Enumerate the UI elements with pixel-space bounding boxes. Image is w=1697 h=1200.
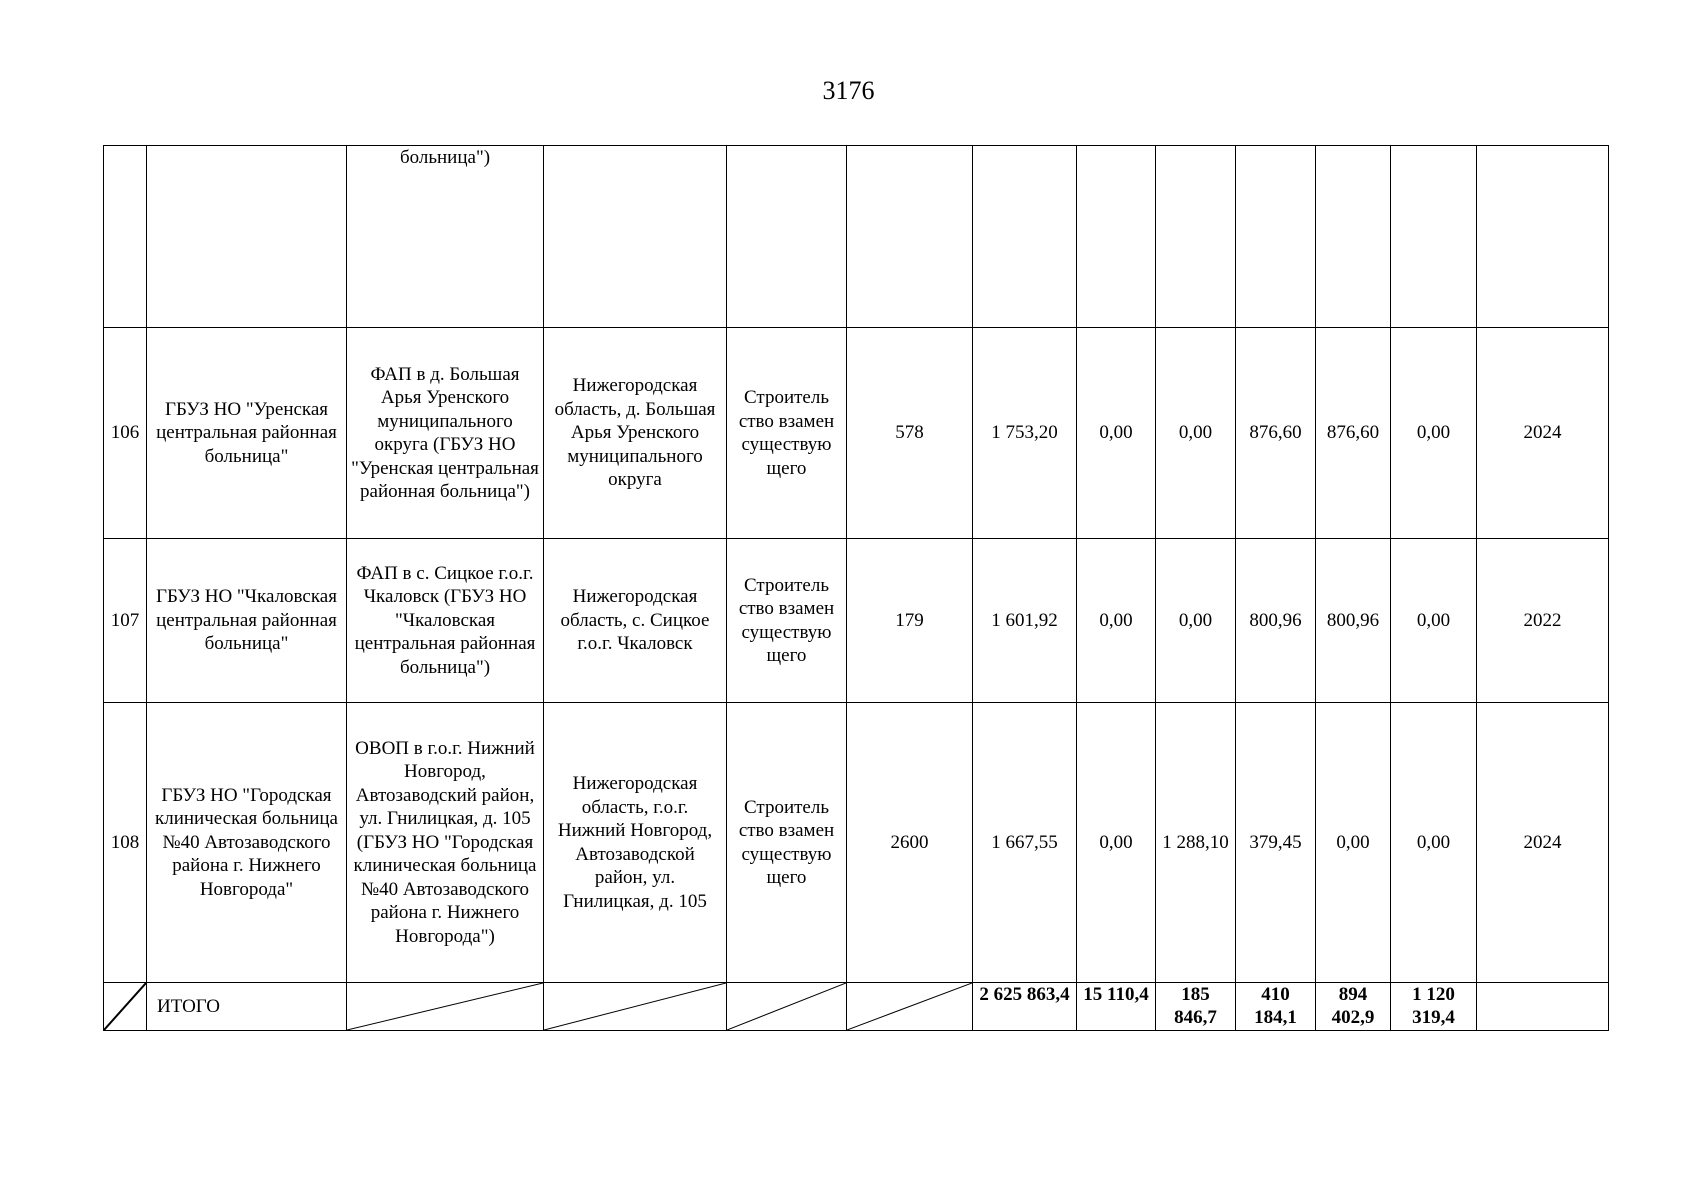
work-type-cell: Строитель ство взамен существую щего [727, 328, 847, 539]
diagonal-cell [104, 983, 147, 1031]
row-number: 106 [104, 328, 147, 539]
diagonal-cell [544, 983, 727, 1031]
total-row [104, 983, 1609, 1031]
diagonal-line [347, 983, 543, 1030]
year-sum [1477, 983, 1609, 1031]
total-cost-cell: 1 667,55 [973, 703, 1077, 983]
year-cell: 2024 [1477, 703, 1609, 983]
diagonal-cell [727, 983, 847, 1031]
capacity-cell [847, 146, 973, 328]
value-cell: 0,00 [1156, 539, 1236, 703]
value-cell: 0,00 [1391, 539, 1477, 703]
value-cell: 0,00 [1391, 703, 1477, 983]
table-row [104, 146, 1609, 328]
year-cell: 2022 [1477, 539, 1609, 703]
value-cell [1391, 146, 1477, 328]
capacity-cell: 179 [847, 539, 973, 703]
work-type-cell [727, 146, 847, 328]
value-cell: 0,00 [1077, 539, 1156, 703]
table-row [104, 703, 1609, 983]
value-cell: 379,45 [1236, 703, 1316, 983]
value-sum: 15 110,4 [1077, 983, 1156, 1031]
total-label: ИТОГО [147, 983, 347, 1031]
value-cell: 0,00 [1391, 328, 1477, 539]
diagonal-line [727, 983, 846, 1030]
diagonal-line [104, 983, 146, 1030]
value-cell: 0,00 [1156, 328, 1236, 539]
value-cell: 800,96 [1236, 539, 1316, 703]
value-cell: 876,60 [1316, 328, 1391, 539]
value-cell: 876,60 [1236, 328, 1316, 539]
organization-cell: ГБУЗ НО "Городская клиническая больница №40 Автозаводского района г. Нижнего Новгорода" [147, 703, 347, 983]
object-cell: ФАП в д. Большая Арья Уренского муниципального округа (ГБУЗ НО "Уренская центральная районная больница") [347, 328, 544, 539]
row-number: 107 [104, 539, 147, 703]
diagonal-line [544, 983, 726, 1030]
object-cell: ФАП в с. Сицкое г.о.г. Чкаловск (ГБУЗ НО "Чкаловская центральная районная больница") [347, 539, 544, 703]
value-cell: 0,00 [1077, 328, 1156, 539]
value-sum: 894 402,9 [1316, 983, 1391, 1031]
value-cell [1316, 146, 1391, 328]
total-cost-sum: 2 625 863,4 [973, 983, 1077, 1031]
work-type-cell: Строитель ство взамен существую щего [727, 703, 847, 983]
total-cost-cell [973, 146, 1077, 328]
year-cell: 2024 [1477, 328, 1609, 539]
value-cell [1156, 146, 1236, 328]
value-cell: 0,00 [1316, 703, 1391, 983]
total-cost-cell: 1 601,92 [973, 539, 1077, 703]
table-row [104, 539, 1609, 703]
investment-table [103, 145, 1609, 1031]
table-row [104, 328, 1609, 539]
capacity-cell: 2600 [847, 703, 973, 983]
object-cell: ОВОП в г.о.г. Нижний Новгород, Автозаводский район, ул. Гнилицкая, д. 105 (ГБУЗ НО "Городская клиническая больница №40 Автозаводского района г. Нижнего Новгорода") [347, 703, 544, 983]
address-cell: Нижегородская область, д. Большая Арья Уренского муниципального округа [544, 328, 727, 539]
diagonal-line [847, 983, 972, 1030]
total-cost-cell: 1 753,20 [973, 328, 1077, 539]
value-cell: 800,96 [1316, 539, 1391, 703]
row-number: 108 [104, 703, 147, 983]
organization-cell: ГБУЗ НО "Уренская центральная районная больница" [147, 328, 347, 539]
value-sum: 185 846,7 [1156, 983, 1236, 1031]
diagonal-cell [347, 983, 544, 1031]
value-sum: 410 184,1 [1236, 983, 1316, 1031]
address-cell: Нижегородская область, г.о.г. Нижний Новгород, Автозаводской район, ул. Гнилицкая, д. 105 [544, 703, 727, 983]
address-cell [544, 146, 727, 328]
organization-cell [147, 146, 347, 328]
address-cell: Нижегородская область, с. Сицкое г.о.г. Чкаловск [544, 539, 727, 703]
year-cell [1477, 146, 1609, 328]
value-cell: 0,00 [1077, 703, 1156, 983]
diagonal-cell [847, 983, 973, 1031]
value-cell [1236, 146, 1316, 328]
row-number [104, 146, 147, 328]
capacity-cell: 578 [847, 328, 973, 539]
value-sum: 1 120 319,4 [1391, 983, 1477, 1031]
object-cell: больница") [347, 146, 544, 328]
work-type-cell: Строитель ство взамен существую щего [727, 539, 847, 703]
value-cell [1077, 146, 1156, 328]
page-number: 3176 [822, 76, 875, 105]
organization-cell: ГБУЗ НО "Чкаловская центральная районная больница" [147, 539, 347, 703]
value-cell: 1 288,10 [1156, 703, 1236, 983]
